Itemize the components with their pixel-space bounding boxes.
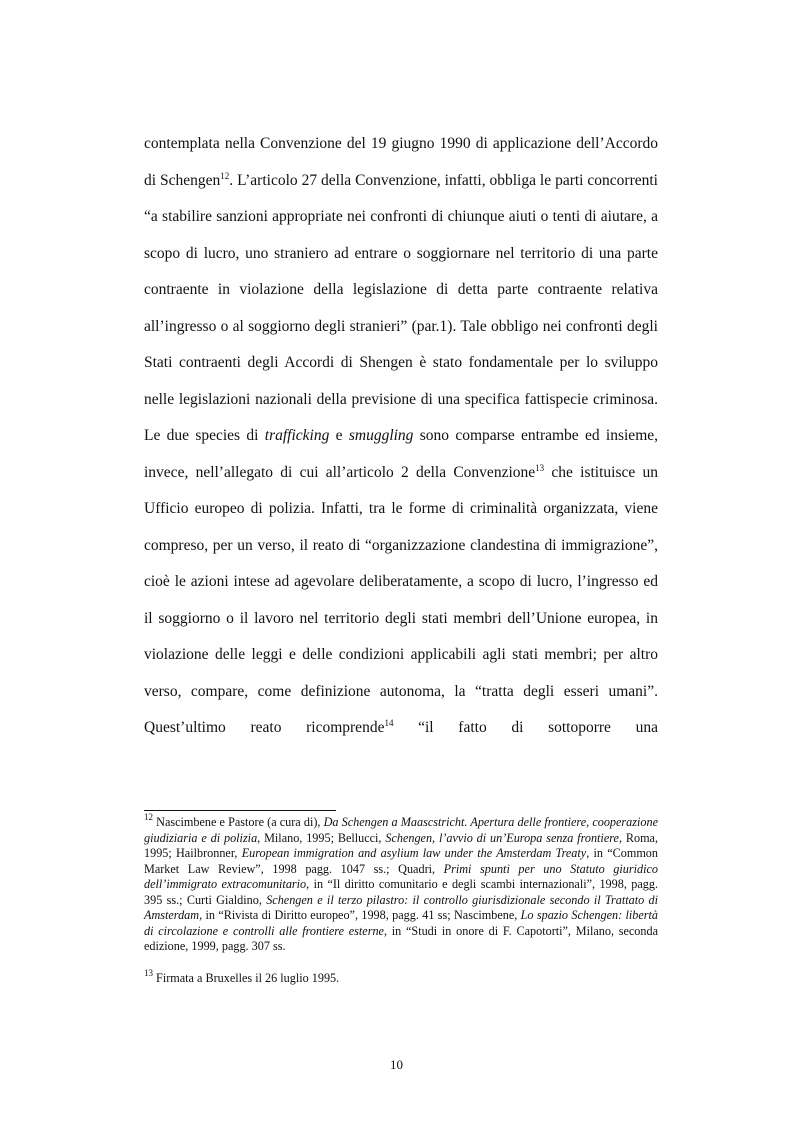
fn13-text: Firmata a Bruxelles il 26 luglio 1995. bbox=[153, 970, 340, 985]
fn12-italic-4: Primi spunti per uno Statuto giuridico dell’immigrato extracomunitario bbox=[144, 861, 658, 891]
fn12-text-5: , in “Il diritto comunitario e degli scambi internazionali”, 1998, pagg. 395 ss.; Curti Gialdino, bbox=[144, 877, 658, 907]
footnote-ref-13[interactable]: 13 bbox=[535, 462, 545, 473]
body-text bbox=[144, 126, 658, 747]
footnote-ref-12[interactable]: 12 bbox=[220, 170, 230, 181]
paragraph-2 bbox=[144, 418, 658, 747]
fn12-text-7: , in “Studi in onore di F. Capotorti”, Milano, seconda edizione, 1999, pagg. 307 ss. bbox=[144, 923, 658, 953]
p1-text-b: . L’articolo 27 della Convenzione, infatti, obbliga le parti concorrenti “a stabilire sanzioni appropriate nei confronti di chiunque aiuti o tenti di aiutare, a scopo di lucro, uno straniero ad entrare o soggiornare nel territorio di una parte contraente in violazione della legislazione di detta parte contraente relativa all’ingresso o al soggiorno degli stranieri” (par.1). Tale obbligo nei confronti degli Stati contraenti degli Accordi di Shengen è stato fondamentale per lo sviluppo nelle legislazioni nazionali della previsione di una specifica fattispecie criminosa. bbox=[144, 171, 658, 408]
fn12-italic-1: Da Schengen a Maascstricht. Apertura delle frontiere, cooperazione giudiziaria e di polizia bbox=[144, 815, 658, 845]
p2-text-a: Le due species di bbox=[144, 427, 265, 444]
p1-text-a: contemplata nella Convenzione del 19 giugno 1990 di applicazione dell’Accordo di Schengen bbox=[144, 135, 658, 189]
footnote-13-number: 13 bbox=[144, 967, 153, 978]
fn12-italic-6: Lo spazio Schengen: libertà di circolazione e controlli alle frontiere esterne bbox=[144, 908, 658, 938]
footnote-ref-14[interactable]: 14 bbox=[384, 718, 394, 728]
page-number: 10 bbox=[390, 1057, 403, 1072]
footnote-12 bbox=[144, 812, 659, 955]
p2-italic-smuggling: smuggling bbox=[348, 427, 414, 444]
paragraph-1 bbox=[144, 126, 658, 418]
p2-text-d: che istituisce un Ufficio europeo di polizia. Infatti, tra le forme di criminalità organizzata, viene compreso, per un verso, il reato di “organizzazione clandestina di immigrazione”, cioè le azioni intese ad agevolare deliberatamente, a scopo di lucro, l’ingresso ed il soggiorno o il lavoro nel territorio degli stati membri dell’Unione europea, in violazione delle leggi e delle condizioni applicabili agli stati membri; per altro verso, compare, come definizione autonoma, la “tratta degli esseri umani”. Quest’ultimo reato ricomprende bbox=[144, 463, 658, 736]
fn12-text-4: , in “Common Market Law Review”, 1998 pagg. 1047 ss.; Quadri, bbox=[144, 846, 658, 876]
footnote-13 bbox=[144, 967, 658, 987]
fn12-text-6: , in “Rivista di Diritto europeo”, 1998, pagg. 41 ss; Nascimbene, bbox=[199, 908, 521, 922]
footnote-separator bbox=[144, 810, 336, 811]
fn12-italic-2: Schengen, l’avvio di un’Europa senza frontiere bbox=[385, 830, 619, 845]
footnotes bbox=[144, 812, 659, 986]
fn12-text-3: , Roma, 1995; Hailbronner, bbox=[144, 830, 659, 860]
fn12-italic-3: European immigration and asylium law under the Amsterdam Treaty bbox=[241, 846, 587, 860]
fn12-text-1: Nascimbene e Pastore (a cura di), bbox=[153, 815, 324, 829]
p2-italic-trafficking: trafficking bbox=[264, 427, 330, 444]
fn12-italic-5: Schengen e il terzo pilastro: il controllo giurisdizionale secondo il Trattato di Amsterdam bbox=[144, 892, 659, 922]
footnote-gap bbox=[144, 955, 658, 971]
fn12-text-2: , Milano, 1995; Bellucci, bbox=[257, 830, 386, 845]
footnote-12-number: 12 bbox=[144, 812, 153, 822]
p2-text-b: e bbox=[329, 427, 349, 444]
p2-text-e: “il fatto di sottoporre una bbox=[393, 719, 658, 736]
p2-text-c: sono comparse entrambe ed insieme, invece, nell’allegato di cui all’articolo 2 della Convenzione bbox=[144, 427, 658, 481]
